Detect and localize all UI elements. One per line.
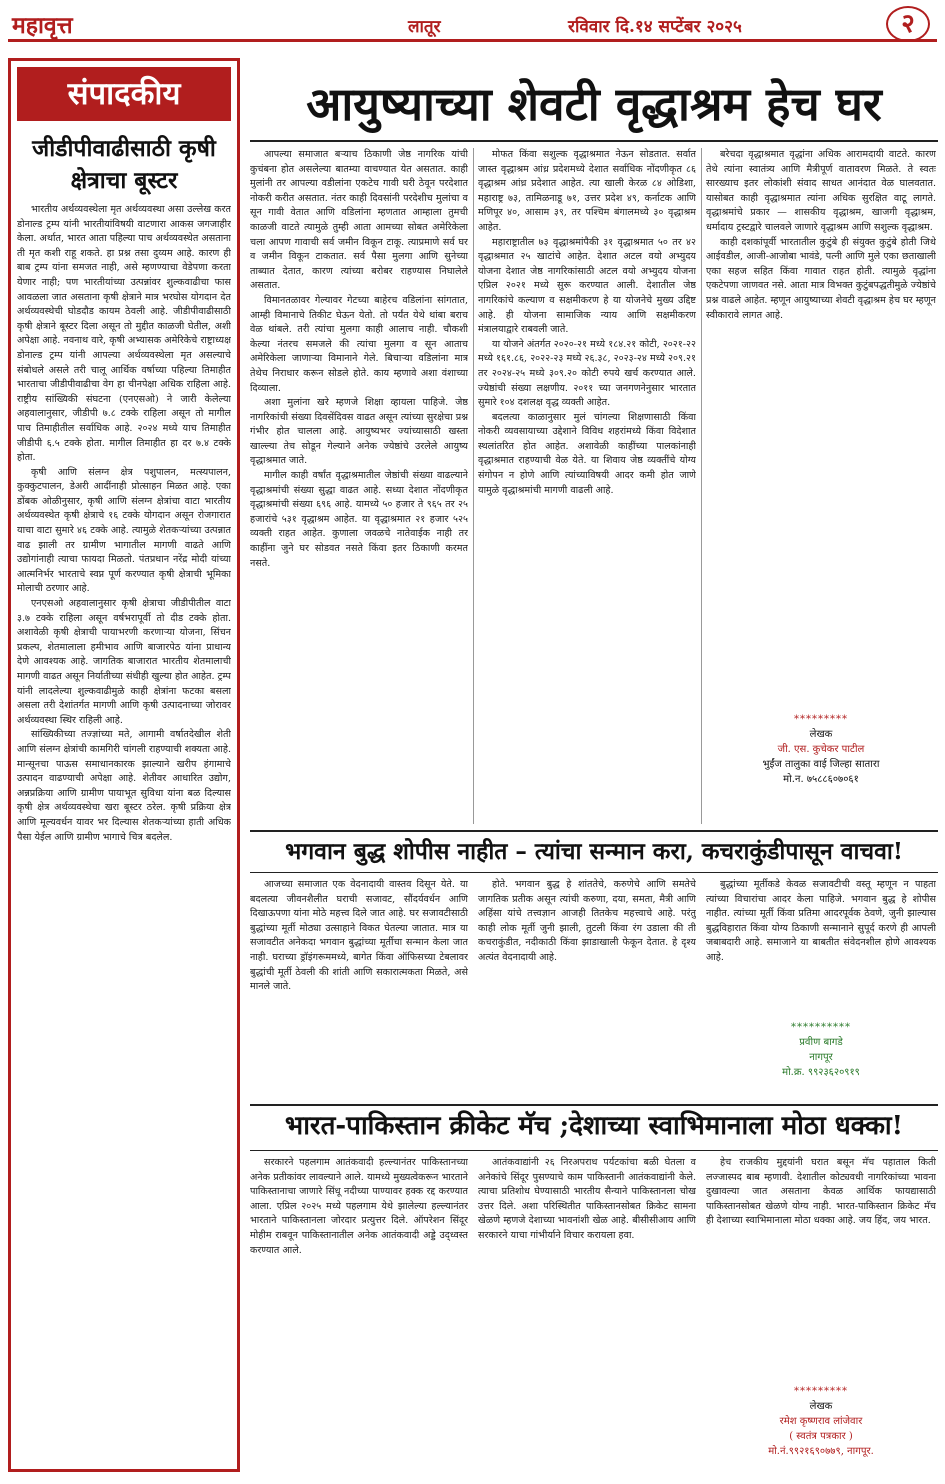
author-phone: मो.न. ७५८८६०७०६१	[783, 774, 859, 785]
article-paragraph: विमानतळावर गेल्यावर गेटच्या बाहेरच वडिलांना सांगतात, आम्ही विमानाचे तिकीट घेऊन येतो. तो पर्यंत येथे थांबा बराच वेळ थांबले. तरी त्यांचा मुलगा काही आलाच नाही. चौकशी केल्या नंतरच समजले की त्यांचा मुलगा व सून आताच अमेरिकेला जाणाऱ्या विमानाने गेले. बिचाऱ्या वडिलांना मात्र तेथेच निराधार करून सोडले होते. काय म्हणावे अशा वंशाच्या दिव्याला.	[250, 294, 468, 394]
cricket-column-2	[478, 1156, 696, 1474]
author-place: भुईंज तालुका वाई जिल्हा सातारा	[762, 759, 880, 770]
page-header	[8, 6, 937, 42]
divider	[250, 830, 938, 832]
paper-name: महावृत्त	[12, 12, 73, 39]
main-article-column-3	[706, 148, 936, 706]
editorial-body	[17, 203, 231, 1465]
article-paragraph: मोफत किंवा सशुल्क वृद्धाश्रमात नेऊन सोडतात. सर्वात जास्त वृद्धाश्रम आंध्र प्रदेशमध्ये देशात सर्वाधिक नोंदणीकृत ८६ वृद्धाश्रम आंध्र प्रदेशात आहेत. त्या खाली केरळ ८४ ओडिशा, महाराष्ट्र ७३, तामिळनाडू ७१, उत्तर प्रदेश ४९, कर्नाटक आणि मणिपूर ४०, आसाम ३९, तर पश्चिम बंगालमध्ये ३० वृद्धाश्रम आहेत.	[478, 149, 696, 233]
signature-label: लेखक	[809, 1401, 833, 1412]
article-paragraph: बरेचदा वृद्धाश्रमात वृद्धांना अधिक आरामदायी वाटते. कारण तेथे त्यांना स्वातंत्र्य आणि मैत्रीपूर्ण वातावरण मिळते. ते स्वतः सारख्याच इतर लोकांशी संवाद साधत आनंदात वेळ घालवतात. यासोबत काही वृद्धाश्रमात त्यांना अधिक सुरक्षित वाटू लागते. वृद्धाश्रमांचे प्रकार — शासकीय वृद्धाश्रम, खाजगी वृद्धाश्रम, धर्मादाय ट्रस्टद्वारे चालवले जाणारे वृद्धाश्रम आणि सशुल्क वृद्धाश्रम.	[706, 149, 936, 233]
main-headline: आयुष्याच्या शेवटी वृद्धाश्रम हेच घर	[306, 77, 882, 131]
cricket-signature	[706, 1384, 936, 1459]
author-name: जी. एस. कुचेकर पाटील	[777, 744, 865, 755]
cricket-headline: भारत-पाकिस्तान क्रीकेट मॅच ;देशाच्या स्वाभिमानाला मोठा धक्का!	[284, 1111, 904, 1141]
editorial-section-label: संपादकीय	[17, 67, 231, 121]
article-paragraph: महाराष्ट्रातील ७३ वृद्धाश्रमांपैकी ३१ वृद्धाश्रमात ५० तर ४२ वृद्धाश्रमात २५ खाटांचे आहेत. देशात अटल वयो अभ्युदय योजना देशात जेष्ठ नागरिकांसाठी अटल वयो अभ्युदय योजना एप्रिल २०२१ मध्ये सुरू करण्यात आली. देशातील जेष्ठ नागरिकांचे कल्याण व सक्षमीकरण हे या योजनेचे मुख्य उद्दिष्ट आहे. ही योजना सामाजिक न्याय आणि सक्षमीकरण मंत्रालयाद्वारे राबवली जाते.	[478, 236, 696, 336]
signature-stars: *********	[794, 1386, 848, 1397]
divider	[250, 1150, 938, 1151]
divider	[250, 140, 938, 142]
article-paragraph: हेच राजकीय मुद्दयांनी घरात बसून मॅच पहाताल किती लज्जास्पद बाब म्हणावी. देशातील कोट्यवधी नागरिकांच्या भावना दुखावल्या जात असताना केवळ आर्थिक फायद्यासाठी पाकिस्तानसोबत खेळणे योग्य नाही. भारत-पाकिस्तान क्रिकेट मॅच ही देशाच्या स्वाभिमानाला मोठा धक्का आहे. जय हिंद, जय भारत.	[706, 1157, 936, 1227]
article-paragraph: या योजने अंतर्गत २०२०-२१ मध्ये १८४.२१ कोटी, २०२१-२२ मध्ये १६१.८६, २०२२-२३ मध्ये २६.३८, २०२३-२४ मध्ये २०९.२१ तर २०२४-२५ मध्ये ३०९.२० कोटी रुपये खर्च करण्यात आले. ज्येष्ठांची संख्या लक्षणीय. २०११ च्या जनगणनेनुसार भारतात सुमारे १०४ दशलक्ष वृद्ध व्यक्ती आहेत.	[478, 338, 696, 409]
article-paragraph: मागील काही वर्षांत वृद्धाश्रमातील जेष्ठांची संख्या वाढल्याने वृद्धाश्रमांची संख्या सुद्धा वाढत आहे. सध्या देशात नोंदणीकृत वृद्धाश्रमांची संख्या ६९६ आहे. यामध्ये ५० हजार ते ९६५ तर २५ हजारांचे ५३१ वृद्धाश्रम आहेत. या वृद्धाश्रमात २१ हजार ५२५ व्यक्ती राहत आहेत. कुणाला जवळचे नातेवाईक नाही तर काहींना जुने घर सोडवत नसते किंवा इतर ठिकाणी करमत नसते.	[250, 470, 468, 569]
article-paragraph: सरकारने पहलगाम आतंकवादी हल्ल्यानंतर पाकिस्तानच्या अनेक प्रतीकांवर लावल्याने आले. यामध्ये मुख्यत्वेकरून भारताने पाकिस्तानाचा जाणारे सिंधू नदीच्या पाण्यावर हक्क रद्द करण्यात आला. एप्रिल २०२५ मध्ये पहलगाम येथे झालेल्या हल्ल्यानंतर भारताने पाकिस्तानला जोरदार प्रत्युत्तर दिले. ऑपरेशन सिंदूर मोहीम राबवून पाकिस्तानातील अनेक आतंकवादी अड्डे उद्ध्वस्त करण्यात आले.	[250, 1157, 468, 1256]
signature-label: लेखक	[809, 729, 833, 740]
buddha-column-3	[706, 878, 936, 1006]
author-role: ( स्वतंत्र पत्रकार )	[789, 1431, 853, 1442]
edition-city: लातूर	[408, 17, 441, 37]
editorial-title: जीडीपीवाढीसाठी कृषी क्षेत्राचा बूस्टर	[32, 135, 216, 194]
editorial-paragraph: भारतीय अर्थव्यवस्थेला मृत अर्थव्यवस्था असा उल्लेख करत डोनाल्ड ट्रम्प यांनी भारतीयांविषयी वाटणारा आकस जगजाहीर केला. अर्थात, भारत आता पहिल्या पाच अर्थव्यवस्थेत असताना ती मृत कशी राहू शकते. हा प्रश्न तसा दुय्यम आहे. कारण ही बाब ट्रम्प यांना समजत नाही, असे म्हणण्याचा वेडेपणा करता येणार नाही; पण भारतीयांच्या उत्पन्नांवर शुल्कवाढीचा फास आवळला जात असताना कृषी क्षेत्राने मात्र भरघोस योगदान देत अर्थव्यवस्थेची घोडदौड कायम ठेवली आहे. जीडीपीवाढीसाठी कृषी क्षेत्राने बूस्टर दिला असून तो मुद्दीत काळजी घेतील, अशी अपेक्षा आहे. नवनाथ वारे, कृषी अभ्यासक अमेरिकेचे राष्ट्राध्यक्ष डोनाल्ड ट्रम्प यांनी आपल्या अर्थव्यवस्थेला मृत असल्याचे संबोधले असले तरी चालू आर्थिक वर्षाच्या पहिल्या तिमाहीत भारताचा जीडीपीवाढीचा वेग हा चीनपेक्षा अधिक राहिला आहे. राष्ट्रीय सांख्यिकी संघटना (एनएसओ) ने जारी केलेल्या अहवालानुसार, जीडीपी ७.८ टक्के राहिला असून तो मागील पाच तिमाहीतील सर्वाधिक आहे. २०२४ मध्ये याच तिमाहीत जीडीपी ६.५ टक्के होता. मागील तिमाहीत हा दर ७.४ टक्के होता.	[17, 204, 231, 464]
author-phone: मो.क्र. ९९२३६२०९१९	[782, 1067, 860, 1078]
editorial-paragraph: कृषी आणि संलग्न क्षेत्र पशुपालन, मत्स्यपालन, कुक्कुटपालन, डेअरी आदींनाही प्रोत्साहन मिळत आहे. एका डोंबक ओळीनुसार, कृषी आणि संलग्न क्षेत्रांचा वाटा भारतीय अर्थव्यवस्थेत कृषी क्षेत्राचे १६ टक्के योगदान असून रोजगारात याचा वाटा सुमारे ४६ टक्के आहे. त्यामुळे शेतकऱ्यांच्या उत्पन्नात वाढ झाली तर ग्रामीण भागातील मागणी वाढते आणि उद्योगांनाही त्याचा फायदा मिळतो. पंतप्रधान नरेंद्र मोदी यांच्या आत्मनिर्भर भारताचे स्वप्न पूर्ण करण्यात कृषी क्षेत्राची भूमिका मोलाची ठरणार आहे.	[17, 466, 231, 595]
column-divider	[473, 148, 474, 824]
divider	[250, 1104, 938, 1106]
article-paragraph: आजच्या समाजात एक वेदनादायी वास्तव दिसून येते. या बदलत्या जीवनशैलीत घराची सजावट, सौंदर्यवर्धन आणि दिखाऊपणा यांना मोठे महत्त्व दिले जात आहे. घर सजावटीसाठी बुद्धांच्या मूर्ती मोठ्या उत्साहाने विकत घेतल्या जातात. मात्र या सजावटीत अनेकदा भगवान बुद्धांच्या मूर्तीचा सन्मान केला जात नाही. घराच्या ड्रॉइंगरूममध्ये, बागेत किंवा ऑफिसच्या टेबलावर बुद्धांची मूर्ती ठेवली की शांती आणि सकारात्मकता मिळते, असे मानले जाते.	[250, 879, 468, 993]
column-divider	[701, 148, 702, 824]
editorial-column	[8, 58, 240, 1472]
article-paragraph: होते. भगवान बुद्ध हे शांततेचे, करुणेचे आणि समतेचे जागतिक प्रतीक असून त्यांची करुणा, दया, समता, मैत्री आणि अहिंसा यांचे तत्त्वज्ञान आजही तितकेच महत्त्वाचे आहे. परंतु काही लोक मूर्ती जुनी झाली, तुटली किंवा रंग उडाला की ती कचराकुंडीत, नदीकाठी किंवा झाडाखाली फेकून देतात. हे दृश्य अत्यंत वेदनादायी आहे.	[478, 879, 696, 963]
article-paragraph: काही दशकांपूर्वी भारतातील कुटुंबे ही संयुक्त कुटुंबे होती जिथे आईवडील, आजी-आजोबा भावंडे, पत्नी आणि मुले एका छताखाली एका सहज सहित किंवा गावात राहत होती. त्यामुळे वृद्धांना एकटेपणा जाणवत नसे. आता मात्र विभक्त कुटुंबपद्धतीमुळे ज्येष्ठांचे प्रश्न वाढले आहेत. म्हणून आयुष्याच्या शेवटी वृद्धाश्रम हेच घर म्हणून स्वीकारावे लागत आहे.	[706, 236, 936, 321]
divider	[250, 872, 938, 873]
cricket-column-1	[250, 1156, 468, 1474]
article-paragraph: बदलत्या काळानुसार मुलं चांगल्या शिक्षणासाठी किंवा नोकरी व्यवसायाच्या उद्देशाने विविध शहरांमध्ये किंवा विदेशात स्थलांतरित होत आहेत. अशावेळी काहींच्या पालकांनाही वृद्धाश्रमात राहण्याची वेळ येते. या शिवाय जेष्ठ व्यक्तींचे योग्य संगोपन न होणे आणि त्यांच्याविषयी आदर कमी होत जाणे यामुळे वृद्धाश्रमांची मागणी वाढली आहे.	[478, 411, 696, 496]
article-paragraph: बुद्धांच्या मूर्तीकडे केवळ सजावटीची वस्तू म्हणून न पाहता त्यांच्या विचारांचा आदर केला पाहिजे. भगवान बुद्ध हे शोपीस नाहीत. त्यांच्या मूर्ती किंवा प्रतिमा आदरपूर्वक ठेवणे, जुनी झाल्यास बुद्धविहारात किंवा योग्य ठिकाणी सन्मानाने सुपूर्द करणे ही आपली जबाबदारी आहे. समाजाने या बाबतीत संवेदनशील होणे आवश्यक आहे.	[706, 879, 936, 963]
article-paragraph: आपल्या समाजात बऱ्याच ठिकाणी जेष्ठ नागरिक यांची कुचंबना होत असलेल्या बातम्या वाचण्यात येत असतात. काही मुलांनी तर आपल्या वडीलांना एकटेच गावी घरी ठेवून परदेशात नोकरी करीत असतात. नंतर काही दिवसांनी परदेशीच मुलांचा व सून गावी वेतात आणि वडिलांना म्हणतात आम्हाला तुमची काळजी वाटते त्यामुळे तुम्ही आता आमच्या सोबत अमेरिकेला चला आपण गावाची सर्व जमीन विकून टाकू. त्याप्रमाणे सर्व घर व जमीन विकून टाकतात. सर्व पैसा मुलगा आणि सुनेच्या ताब्यात देतात, कारण त्यांच्या बरोबर राहण्यास निघालेले असतात.	[250, 149, 468, 292]
author-name: रमेश कृष्णराव लांजेवार	[779, 1416, 863, 1427]
article-paragraph: आतंकवाद्यांनी २६ निरअपराध पर्यटकांचा बळी घेतला व अनेकांचे सिंदूर पुसण्याचे काम पाकिस्तानी आतंकवाद्यांनी केले. त्याचा प्रतिशोध घेण्यासाठी भारतीय सैन्याने पाकिस्तानला चोख उत्तर दिले. अशा परिस्थितीत पाकिस्तानसोबत क्रिकेट सामना खेळणे म्हणजे देशाच्या भावनांशी खेळ आहे. बीसीसीआय आणि सरकारने याचा गांभीर्याने विचार करायला हवा.	[478, 1157, 696, 1241]
buddha-headline: भगवान बुद्ध शोपीस नाहीत – त्यांचा सन्मान करा, कचराकुंडीपासून वाचवा!	[285, 838, 903, 865]
main-article-signature	[706, 712, 936, 787]
main-article-column-1	[250, 148, 468, 824]
page-number: २	[886, 6, 930, 42]
buddha-column-2	[478, 878, 696, 1100]
article-paragraph: अशा मुलांना खरे म्हणजे शिक्षा व्हायला पाहिजे. जेष्ठ नागरिकांची संख्या दिवसेंदिवस वाढत असून त्यांच्या सुरक्षेचा प्रश्न गंभीर होत चालला आहे. आयुष्यभर ज्यांच्यासाठी खस्ता खाल्ल्या तेच सोडून गेल्याने अनेक ज्येष्ठांचे उरलेले आयुष्य वृद्धाश्रमात जाते.	[250, 397, 468, 467]
issue-date: रविवार दि.१४ सप्टेंबर २०२५	[568, 17, 742, 37]
editorial-paragraph: सांख्यिकीच्या तज्ज्ञांच्या मते, आगामी वर्षातदेखील शेती आणि संलग्न क्षेत्रांची कामगिरी चांगली राहण्याची शक्यता आहे. मान्सूनचा पाऊस समाधानकारक झाल्याने खरीप हंगामाचे उत्पादन वाढण्याची अपेक्षा आहे. शेतीवर आधारित उद्योग, अन्नप्रक्रिया आणि ग्रामीण पायाभूत सुविधा यांना बळ दिल्यास कृषी क्षेत्र अर्थव्यवस्थेचा खरा बूस्टर ठरेल. कृषी प्रक्रिया क्षेत्र आणि मूल्यवर्धन यावर भर दिल्यास शेतकऱ्यांच्या हाती अधिक पैसा येईल आणि ग्रामीण भागाचे चित्र बदलेल.	[17, 729, 231, 843]
author-name: प्रवीण बागडे	[799, 1037, 843, 1048]
author-phone: मो.नं.९९२१६९०७७९, नागपूर.	[768, 1446, 874, 1457]
cricket-column-3	[706, 1156, 936, 1376]
signature-stars: **********	[791, 1022, 851, 1033]
author-place: नागपूर	[809, 1052, 833, 1063]
buddha-signature	[706, 1020, 936, 1080]
signature-stars: *********	[794, 714, 848, 725]
editorial-paragraph: एनएसओ अहवालानुसार कृषी क्षेत्राचा जीडीपीतील वाटा ३.७ टक्के राहिला असून वर्षभरापूर्वी तो दीड टक्के होता. अशावेळी कृषी क्षेत्राची पायाभरणी करणाऱ्या योजना, सिंचन प्रकल्प, शेतमालाला हमीभाव आणि बाजारपेठ यांना प्राधान्य देणे आवश्यक आहे. जागतिक बाजारात भारतीय शेतमालाची मागणी वाढत असून निर्यातीच्या संधीही खुल्या होत आहेत. ट्रम्प यांनी लादलेल्या शुल्कवाढीमुळे काही क्षेत्रांना फटका बसला असला तरी देशांतर्गत मागणी आणि कृषी उत्पादनाच्या जोरावर अर्थव्यवस्था स्थिर राहिली आहे.	[17, 598, 231, 726]
main-article-column-2	[478, 148, 696, 824]
buddha-column-1	[250, 878, 468, 1100]
